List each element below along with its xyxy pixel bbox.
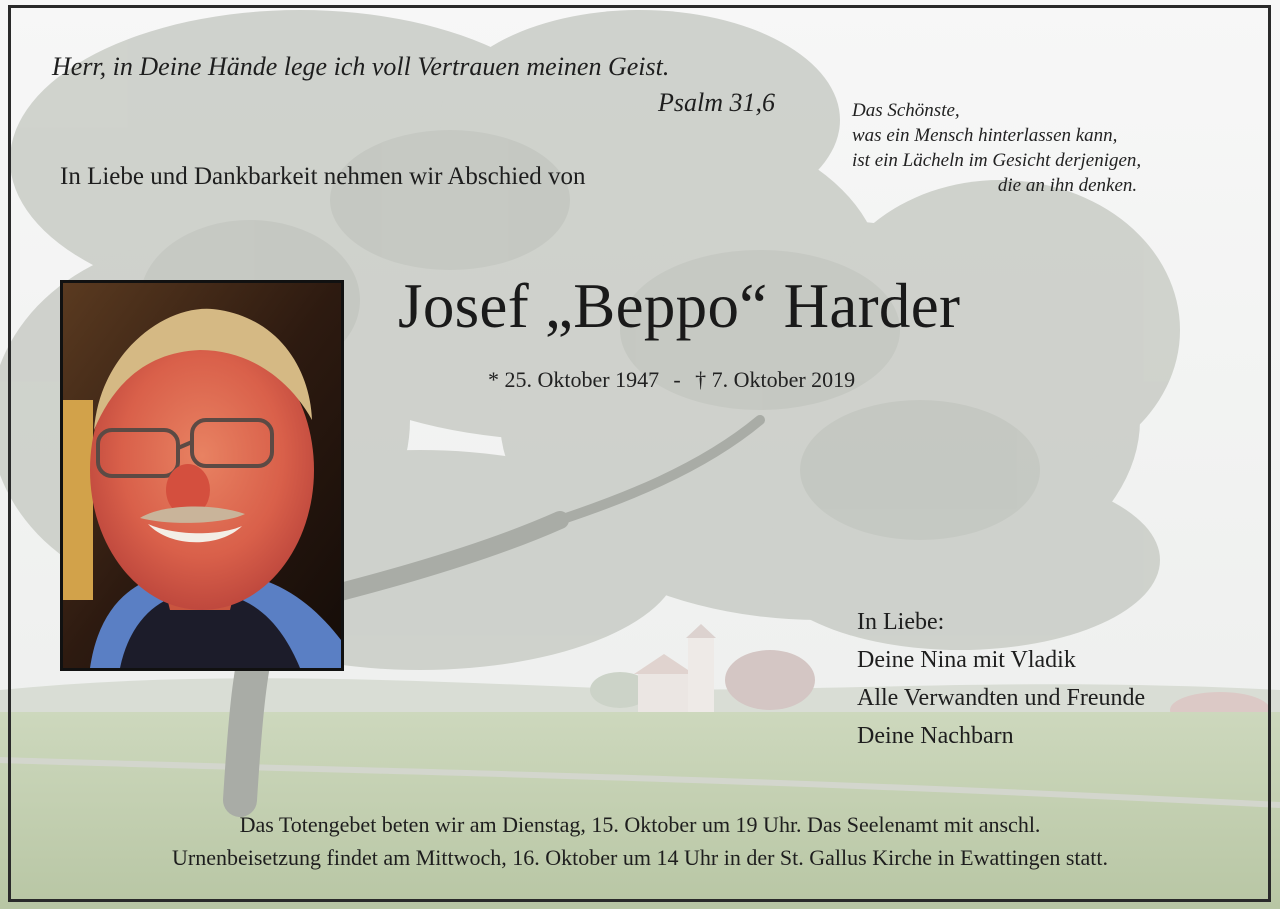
date-separator: - [673, 367, 681, 392]
mourner-entry: Deine Nina mit Vladik [857, 647, 1076, 673]
death-date: † 7. Oktober 2019 [695, 367, 856, 392]
service-line: Das Totengebet beten wir am Dienstag, 15. Oktober um 19 Uhr. Das Seelenamt mit anschl. [239, 812, 1041, 837]
psalm-quote: Herr, in Deine Hände lege ich voll Vertrauen meinen Geist. [52, 52, 670, 81]
service-line: Urnenbeisetzung findet am Mittwoch, 16. Oktober um 14 Uhr in der St. Gallus Kirche in Ewattingen statt. [171, 845, 1109, 870]
mourners-heading: In Liebe: [857, 609, 945, 635]
mourners-list [857, 603, 1145, 755]
side-quote-line: die an ihn denken. [997, 175, 1138, 196]
side-quote-line: ist ein Lächeln im Gesicht derjenigen, [852, 150, 1142, 171]
farewell-intro: In Liebe und Dankbarkeit nehmen wir Abschied von [60, 163, 586, 190]
mourner-entry: Alle Verwandten und Freunde [857, 685, 1146, 711]
side-quote [852, 98, 1141, 198]
mourner-entry: Deine Nachbarn [857, 723, 1014, 749]
life-dates [488, 367, 855, 393]
side-quote-line: was ein Mensch hinterlassen kann, [852, 125, 1118, 146]
service-notice [0, 808, 1280, 874]
portrait-photo [60, 280, 344, 671]
side-quote-line: Das Schönste, [852, 100, 960, 121]
deceased-name: Josef „Beppo“ Harder [398, 271, 961, 341]
psalm-reference: Psalm 31,6 [658, 88, 775, 117]
birth-date: * 25. Oktober 1947 [488, 367, 660, 392]
